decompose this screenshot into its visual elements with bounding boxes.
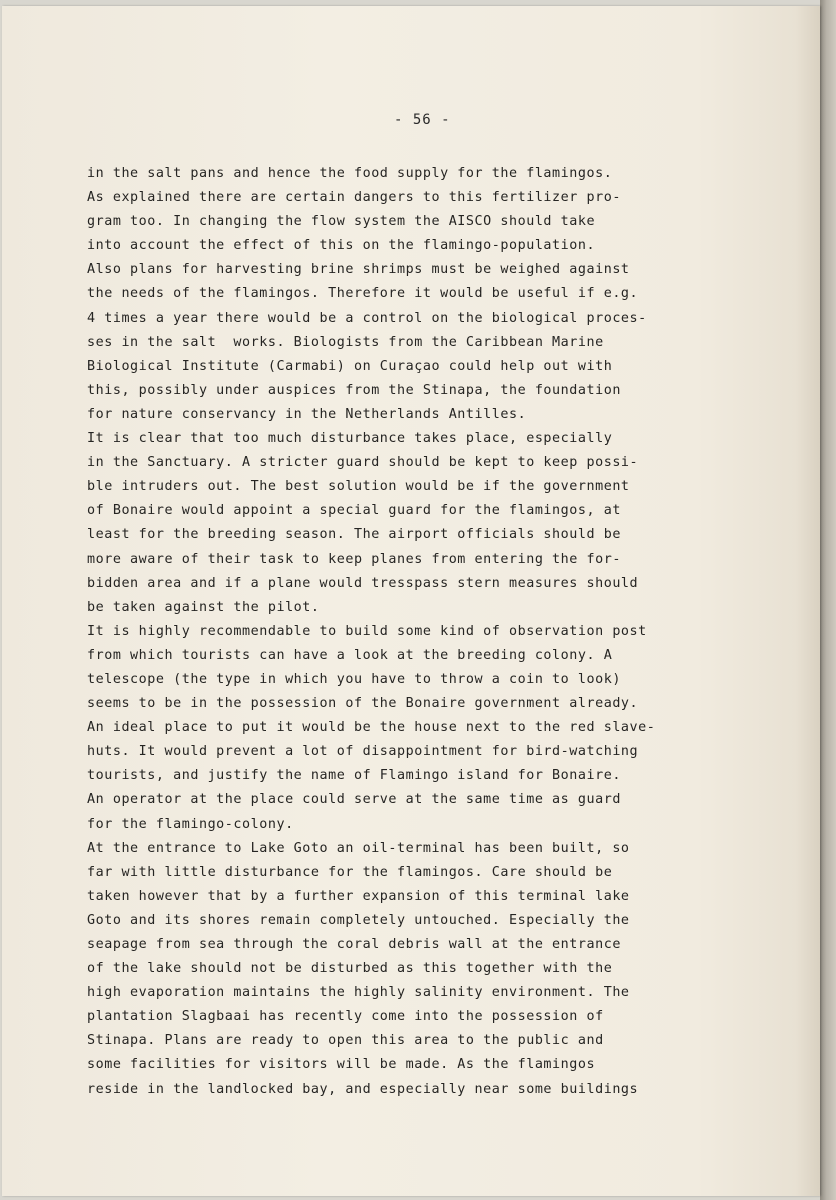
text-line: from which tourists can have a look at the breeding colony. A bbox=[87, 647, 613, 663]
text-line: Biological Institute (Carmabi) on Curaçao could help out with bbox=[87, 358, 613, 374]
text-line: of the lake should not be disturbed as this together with the bbox=[87, 961, 613, 977]
text-line: An operator at the place could serve at the same time as guard bbox=[87, 792, 621, 808]
text-line: Stinapa. Plans are ready to open this area to the public and bbox=[87, 1033, 604, 1049]
text-line: huts. It would prevent a lot of disappointment for bird-watching bbox=[87, 744, 639, 760]
text-line: It is highly recommendable to build some kind of observation post bbox=[87, 623, 647, 639]
text-line: this, possibly under auspices from the Stinapa, the foundation bbox=[87, 382, 621, 398]
text-line: seapage from sea through the coral debris wall at the entrance bbox=[87, 937, 621, 952]
text-line: into account the effect of this on the flamingo-population. bbox=[87, 238, 596, 254]
text-line: far with little disturbance for the flamingos. Care should be bbox=[87, 864, 613, 880]
text-line: seems to be in the possession of the Bonaire government already. bbox=[87, 696, 639, 712]
text-line: reside in the landlocked bay, and especially near some buildings bbox=[87, 1081, 639, 1097]
text-line: Also plans for harvesting brine shrimps must be weighed against bbox=[87, 262, 630, 278]
text-line: bidden area and if a plane would tresspass stern measures should bbox=[87, 575, 639, 591]
next-page-edge bbox=[820, 0, 836, 1200]
text-line: more aware of their task to keep planes from entering the for- bbox=[87, 551, 621, 567]
text-line: in the Sanctuary. A stricter guard should be kept to keep possi- bbox=[87, 455, 639, 471]
text-line: of Bonaire would appoint a special guard for the flamingos, at bbox=[87, 503, 621, 519]
text-line: At the entrance to Lake Goto an oil-terminal has been built, so bbox=[87, 840, 630, 856]
text-line: high evaporation maintains the highly salinity environment. The bbox=[87, 985, 630, 1001]
text-line: plantation Slagbaai has recently come into the possession of bbox=[87, 1009, 604, 1025]
text-line: least for the breeding season. The airport officials should be bbox=[87, 527, 621, 543]
text-line: ble intruders out. The best solution would be if the government bbox=[87, 479, 630, 495]
text-line: telescope (the type in which you have to throw a coin to look) bbox=[87, 671, 621, 687]
text-line: gram too. In changing the flow system the AISCO should take bbox=[87, 214, 596, 230]
text-line: in the salt pans and hence the food supply for the flamingos. bbox=[87, 166, 613, 181]
page-number: - 56 - bbox=[394, 112, 451, 128]
text-line: taken however that by a further expansion of this terminal lake bbox=[87, 888, 630, 904]
text-line: for the flamingo-colony. bbox=[87, 816, 294, 832]
text-line: Goto and its shores remain completely untouched. Especially the bbox=[87, 912, 630, 928]
document-page bbox=[2, 6, 820, 1196]
text-line: 4 times a year there would be a control on the biological proces- bbox=[87, 310, 647, 326]
text-line: be taken against the pilot. bbox=[87, 599, 320, 615]
body-text bbox=[87, 162, 737, 1102]
text-line: As explained there are certain dangers to this fertilizer pro- bbox=[87, 190, 621, 206]
text-line: An ideal place to put it would be the house next to the red slave- bbox=[87, 720, 656, 736]
text-line: the needs of the flamingos. Therefore it would be useful if e.g. bbox=[87, 286, 639, 302]
text-line: ses in the salt works. Biologists from the Caribbean Marine bbox=[87, 334, 604, 350]
text-line: for nature conservancy in the Netherlands Antilles. bbox=[87, 406, 527, 422]
text-line: tourists, and justify the name of Flamingo island for Bonaire. bbox=[87, 768, 621, 784]
text-line: some facilities for visitors will be made. As the flamingos bbox=[87, 1057, 596, 1073]
text-line: It is clear that too much disturbance takes place, especially bbox=[87, 431, 613, 447]
